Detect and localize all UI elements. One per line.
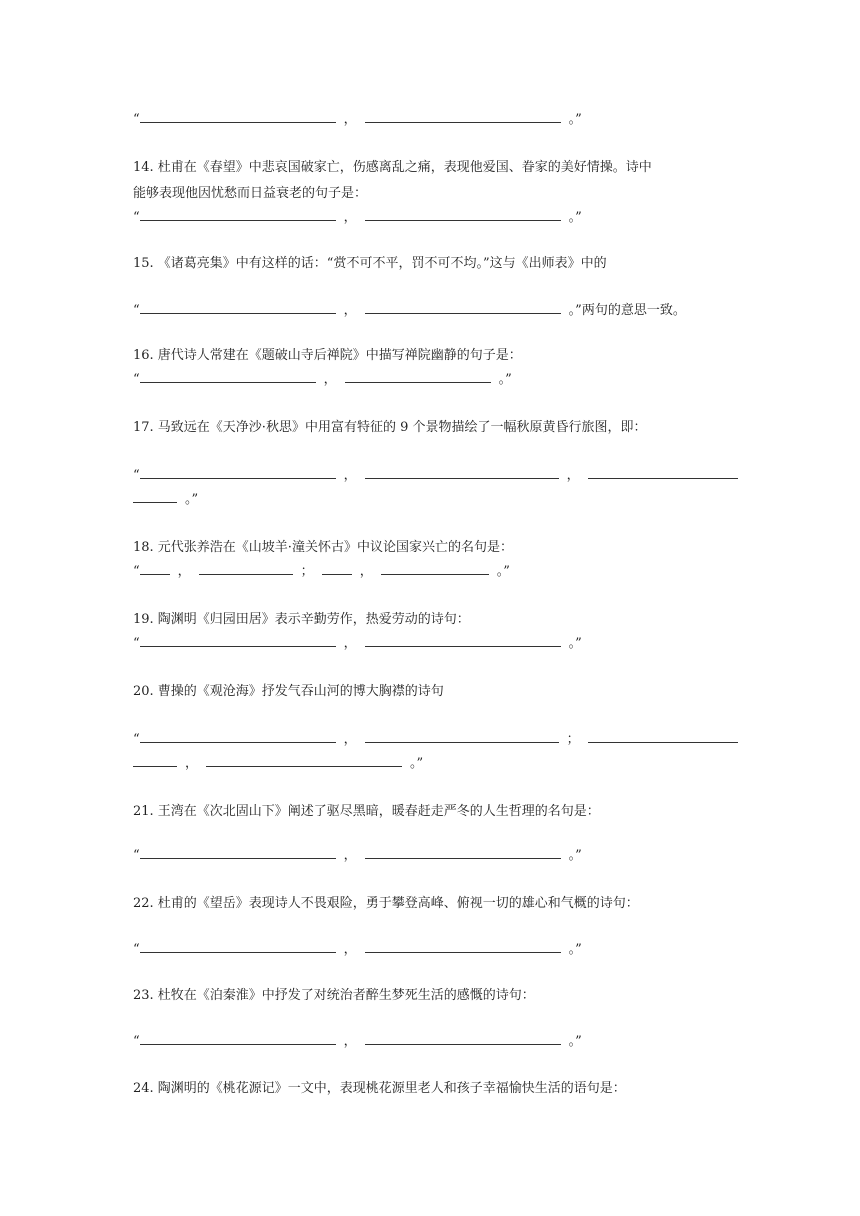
q13-blank-2[interactable] [365, 110, 561, 123]
q17-blank-2[interactable] [365, 466, 559, 479]
q20-answer-line-1: “ ， ； [133, 730, 733, 750]
q18-blank-1[interactable] [140, 562, 170, 575]
q16-question-line: 16. 唐代诗人常建在《题破山寺后禅院》中描写禅院幽静的句子是： [133, 348, 522, 363]
q19-answer-line: “ ， 。” [133, 636, 582, 651]
q20-blank-4[interactable] [206, 754, 402, 767]
q20-blank-3-continued[interactable] [133, 754, 177, 767]
q23-blank-1[interactable] [140, 1032, 336, 1045]
q18-blank-3[interactable] [322, 562, 352, 575]
q13-blank-1[interactable] [140, 110, 336, 123]
q21-answer-line: “ ， 。” [133, 848, 582, 863]
q21-blank-2[interactable] [365, 846, 561, 859]
q19-question-line: 19. 陶渊明《归园田居》表示辛勤劳作，热爱劳动的诗句： [133, 612, 470, 627]
q23-answer-line: “ ， 。” [133, 1034, 582, 1049]
q21-blank-1[interactable] [140, 846, 336, 859]
q17-blank-3-continued[interactable] [133, 490, 177, 503]
q14-question-line-2: 能够表现他因忧愁而日益衰老的句子是： [133, 186, 368, 201]
q14-blank-1[interactable] [140, 208, 336, 221]
q20-answer-line-2: ， 。” [133, 754, 733, 774]
q18-blank-2[interactable] [199, 562, 293, 575]
q19-blank-1[interactable] [140, 634, 336, 647]
q17-answer-line-1: “ ， ， [133, 466, 733, 486]
q20-question-line: 20. 曹操的《观沧海》抒发气吞山河的博大胸襟的诗句 [133, 684, 444, 699]
q24-question-line: 24. 陶渊明的《桃花源记》一文中，表现桃花源里老人和孩子幸福愉快生活的语句是： [133, 1081, 626, 1096]
q16-answer-line: “ ， 。” [133, 372, 512, 387]
q16-blank-1[interactable] [140, 370, 316, 383]
q23-blank-2[interactable] [365, 1032, 561, 1045]
q18-answer-line: “ ， ； ， 。” [133, 564, 510, 579]
q14-answer-line: “ ， 。” [133, 210, 582, 225]
q14-question-line-1: 14. 杜甫在《春望》中悲哀国破家亡，伤感离乱之痛，表现他爱国、眷家的美好情操。诗中 [133, 160, 652, 175]
q20-blank-2[interactable] [365, 730, 559, 743]
q17-question-line: 17. 马致远在《天净沙·秋思》中用富有特征的 9 个景物描绘了一幅秋原黄昏行旅图，即： [133, 420, 647, 435]
q22-answer-line: “ ， 。” [133, 942, 582, 957]
q17-answer-line-2: 。” [133, 490, 733, 510]
q15-blank-2[interactable] [365, 301, 561, 314]
q17-blank-3[interactable] [588, 466, 738, 479]
q20-blank-1[interactable] [140, 730, 336, 743]
q22-question-line: 22. 杜甫的《望岳》表现诗人不畏艰险，勇于攀登高峰、俯视一切的雄心和气概的诗句： [133, 896, 639, 911]
q20-blank-3[interactable] [588, 730, 738, 743]
q17-blank-1[interactable] [140, 466, 336, 479]
q15-answer-line: “ ， 。”两句的意思一致。 [133, 303, 686, 318]
q18-question-line: 18. 元代张养浩在《山坡羊·潼关怀古》中议论国家兴亡的名句是： [133, 540, 513, 555]
q14-blank-2[interactable] [365, 208, 561, 221]
q21-question-line: 21. 王湾在《次北固山下》阐述了驱尽黑暗，暖春赶走严冬的人生哲理的名句是： [133, 804, 600, 819]
q23-question-line: 23. 杜牧在《泊秦淮》中抒发了对统治者醉生梦死生活的感慨的诗句： [133, 988, 535, 1003]
q15-blank-1[interactable] [140, 301, 336, 314]
q19-blank-2[interactable] [365, 634, 561, 647]
q22-blank-2[interactable] [365, 940, 561, 953]
q22-blank-1[interactable] [140, 940, 336, 953]
q18-blank-4[interactable] [381, 562, 489, 575]
q16-blank-2[interactable] [345, 370, 491, 383]
q15-question-line: 15. 《诸葛亮集》中有这样的话：“赏不可不平，罚不可不均。”这与《出师表》中的 [133, 256, 607, 271]
q13-answer-line: “ ， 。” [133, 112, 582, 127]
